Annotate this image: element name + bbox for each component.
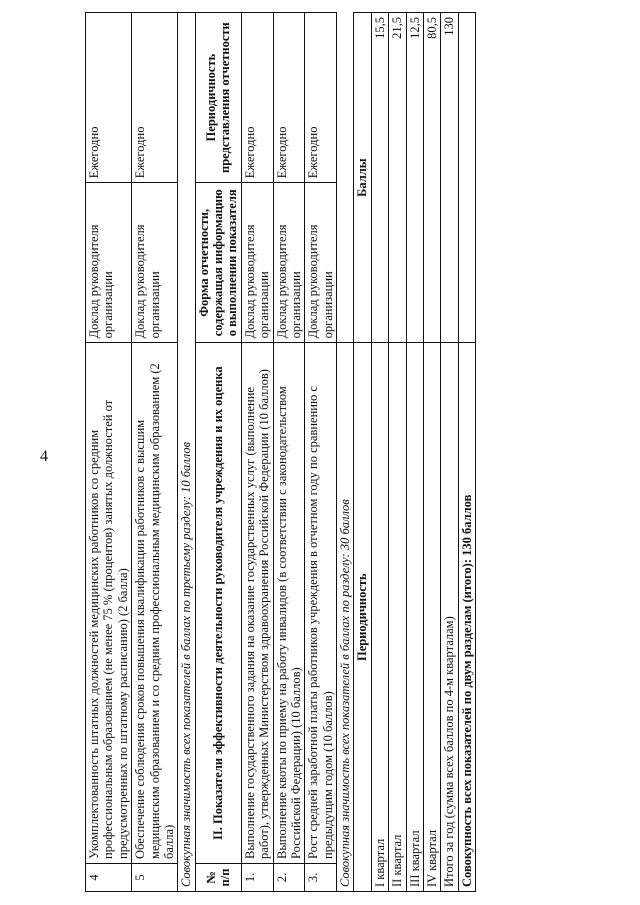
header-number: № п/п (195, 863, 241, 891)
indicators-table (85, 12, 476, 892)
table-row (423, 13, 440, 892)
empty-cell (337, 13, 354, 343)
row-number: 2. (273, 863, 305, 891)
period-points: 21,5 (389, 13, 406, 343)
header-form: Форма отчетности, содержащая информацию о выполнении показателя (195, 183, 241, 343)
points-header: Баллы (354, 13, 371, 343)
table-row (371, 13, 388, 892)
period-label: II квартал (389, 343, 406, 892)
table-row (273, 13, 305, 892)
table-row (305, 13, 337, 892)
table-row (389, 13, 406, 892)
period-label: I квартал (371, 343, 388, 892)
grand-total: Совокупность всех показателей по двум разделам (итого): 130 баллов (458, 343, 475, 892)
table-row (132, 13, 178, 892)
row-number: 5 (132, 863, 178, 891)
report-period: Ежегодно (86, 13, 132, 183)
header-period: Периодичность представления отчетности (195, 13, 241, 183)
row-number: 1. (241, 863, 273, 891)
rotated-document (85, 12, 480, 892)
empty-cell (458, 13, 475, 343)
section3-total-row (178, 13, 195, 892)
indicator-text: Рост средней заработной платы работников учреждения в отчетном году по сравнению с предыдущим годом (10 баллов) (305, 343, 337, 864)
table-row (241, 13, 273, 892)
report-form: Доклад руководителя организации (86, 183, 132, 343)
table-row (406, 13, 423, 892)
report-period: Ежегодно (132, 13, 178, 183)
table-row (441, 13, 458, 892)
periodicity-header-row (354, 13, 371, 892)
period-label: III квартал (406, 343, 423, 892)
indicator-text: Выполнение квоты по приему на работу инвалидов (в соответствии с законодательством Российской Федерации) (10 баллов) (273, 343, 305, 864)
row-number: 4 (86, 863, 132, 891)
report-form: Доклад руководителя организации (305, 183, 337, 343)
section2-total: Совокупная значимость всех показателей в баллах по разделу: 30 баллов (337, 343, 354, 892)
period-points: 130 (441, 13, 458, 343)
row-number: 3. (305, 863, 337, 891)
periodicity-header: Периодичность (354, 343, 371, 892)
report-period: Ежегодно (273, 13, 305, 183)
section2-total-row (337, 13, 354, 892)
indicator-text: Укомплектованность штатных должностей медицинских работников со средним профессиональным образованием (не менее 75 % (процентов) занятых должностей от предусмотренных по штатному расписанию) (2 балла) (86, 343, 132, 864)
period-points: 80,5 (423, 13, 440, 343)
report-form: Доклад руководителя организации (132, 183, 178, 343)
indicator-text: Обеспечение соблюдения сроков повышения квалификации работников с высшим медицинским образованием и со средним профессиональным медицинским образованием (2 балла) (132, 343, 178, 864)
period-label: Итого за год (сумма всех баллов по 4-м кварталам) (441, 343, 458, 892)
indicator-text: Выполнение государственного задания на оказание государственных услуг (выполнение работ), утвержденных Министерством здравоохранения Российской Федерации (10 баллов) (241, 343, 273, 864)
section3-total: Совокупная значимость всех показателей в баллах по третьему разделу: 10 баллов (178, 13, 195, 892)
report-form: Доклад руководителя организации (241, 183, 273, 343)
header-title: II. Показатели эффективности деятельности руководителя учреждения и их оценка (195, 343, 241, 864)
grand-total-row (458, 13, 475, 892)
period-points: 12,5 (406, 13, 423, 343)
table-row (86, 13, 132, 892)
period-points: 15,5 (371, 13, 388, 343)
report-period: Ежегодно (305, 13, 337, 183)
period-label: IV квартал (423, 343, 440, 892)
report-form: Доклад руководителя организации (273, 183, 305, 343)
page-number: 4 (40, 448, 48, 465)
report-period: Ежегодно (241, 13, 273, 183)
section2-header-row (195, 13, 241, 892)
